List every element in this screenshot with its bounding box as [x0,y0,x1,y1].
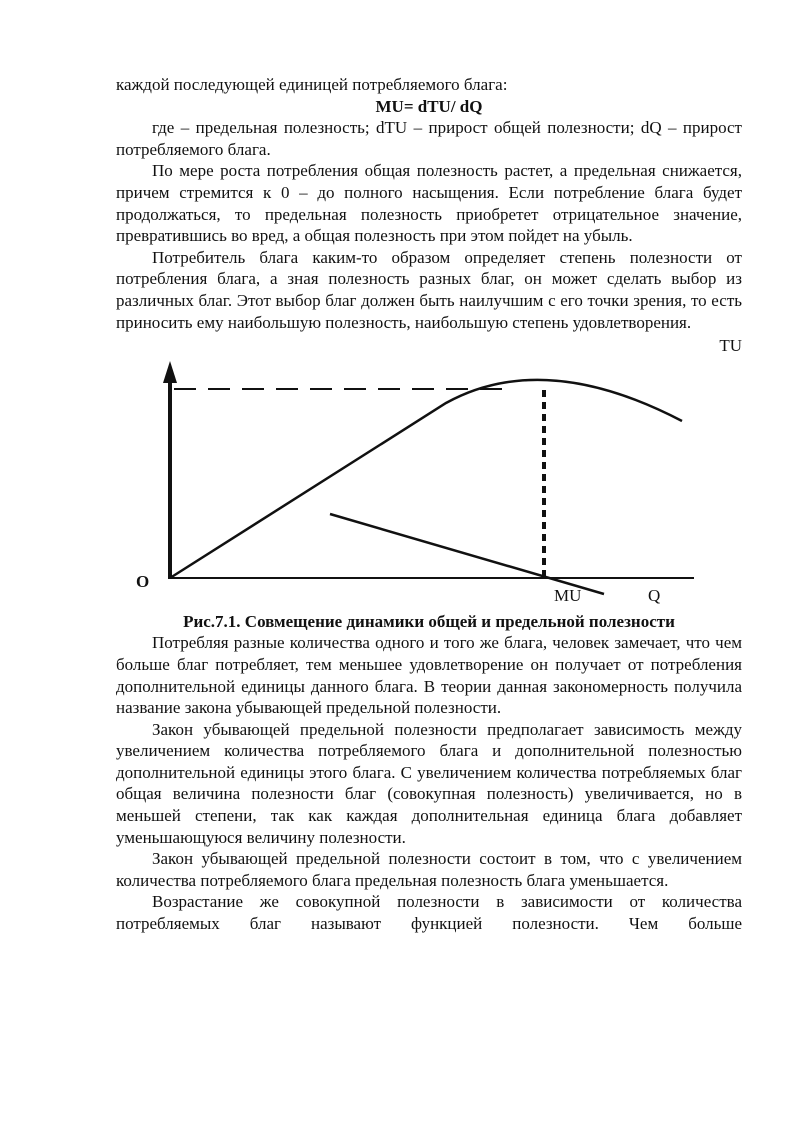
total-utility-curve [170,380,682,578]
origin-label: O [136,571,150,591]
paragraph-growth: По мере роста потребления общая полезность растет, а предельная снижается, причем стремится к 0 – до полного насыщения. Если потребление блага будет продолжаться, то предельная полезность приобретет отрицательное значение, превратившись во вред, а общая полезность при этом пойдет на убыль. [116,161,742,246]
utility-figure [116,357,742,609]
y-axis-arrow [163,361,177,383]
figure-caption: Рис.7.1. Совмещение динамики общей и предельной полезности [183,611,675,631]
tu-axis-label: TU [719,336,742,356]
marginal-utility-line [330,514,604,594]
paragraph-observation: Потребляя разные количества одного и того же блага, человек замечает, что чем больше благ потребляет, тем меньшее удовлетворение он получает от потребления дополнительной единицы данного блага. В теории данная закономерность получила название закона убывающей предельной полезности. [116,633,742,718]
paragraph-choice: Потребитель блага каким-то образом определяет степень полезности от потребления блага, а зная полезность разных благ, он может сделать выбор из различных благ. Этот выбор благ должен быть наилучшим с его точки зрения, то есть приносить ему наибольшую полезность, наибольшую степень удовлетворения. [116,247,742,332]
q-label: Q [648,585,661,605]
mu-label: MU [554,585,582,605]
paragraph-intro: каждой последующей единицей потребляемого блага: [116,75,508,94]
paragraph-definitions: где – предельная полезность; dTU – прирост общей полезности; dQ – прирост потребляемого блага. [116,118,742,159]
utility-graph [116,357,742,609]
document-page [116,74,742,935]
formula: MU= dTU/ dQ [375,96,483,116]
paragraph-law: Закон убывающей предельной полезности предполагает зависимость между увеличением количества потребляемого блага и дополнительной полезностью дополнительной единицы этого блага. С увеличением количества потребляемых благ общая величина полезности благ (совокупная полезность) увеличивается, но в меньшей степени, так как каждая дополнительная единица блага добавляет уменьшающуюся величину полезности. [116,719,742,847]
paragraph-utility-function: Возрастание же совокупной полезности в зависимости от количества потребляемых благ называют функцией полезности. Чем больше [116,892,742,934]
paragraph-law-statement: Закон убывающей предельной полезности состоит в том, что с увеличением количества потребляемого блага предельная полезность блага уменьшается. [116,849,742,890]
